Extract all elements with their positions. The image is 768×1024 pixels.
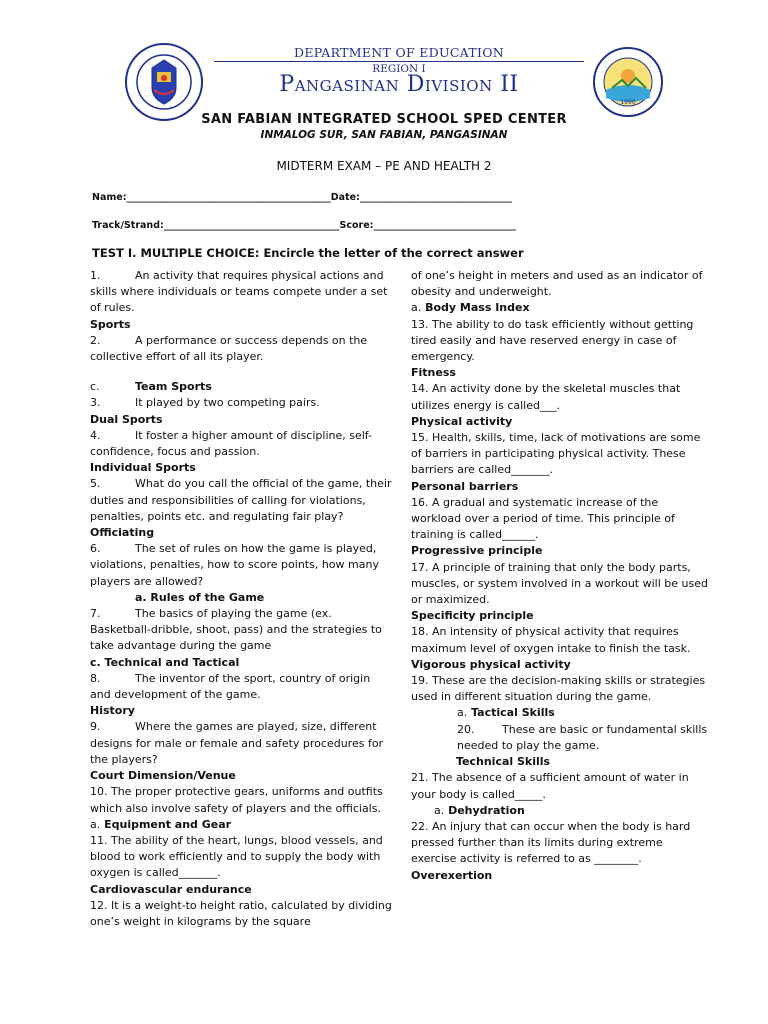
score-field[interactable]: Score:______________________________ — [339, 220, 516, 231]
answer-text: c. Technical and Tactical — [90, 655, 240, 669]
answer-text: Officiating — [90, 526, 155, 540]
question-item: 10. The proper protective gears, uniforms and outfits which also involve safety of players and the officials. — [90, 785, 383, 815]
answer-text: Individual Sports — [90, 461, 196, 475]
deped-seal-logo — [124, 42, 204, 122]
question-item: 16. A gradual and systematic increase of the workload over a period of time. This principle of training is called______. — [411, 495, 675, 542]
answer-text: Physical activity — [411, 414, 513, 428]
question-item: of one’s height in meters and used as an indicator of obesity and underweight. — [411, 269, 703, 299]
question-item: 14. An activity done by the skeletal muscles that utilizes energy is called___. — [411, 382, 681, 412]
answer-text: Fitness — [411, 366, 456, 380]
exam-title: MIDTERM EXAM – PE AND HEALTH 2 — [276, 159, 492, 173]
division-seal-logo — [592, 46, 664, 118]
question-item: 9. Where the games are played, size, different designs for male or female and safety procedures for the players? — [90, 720, 384, 766]
question-item: 12. It is a weight-to height ratio, calculated by dividing one’s weight in kilograms by the square — [90, 898, 392, 928]
question-item: 1. An activity that requires physical actions and skills where individuals or teams compete under a set of rules. — [90, 269, 388, 315]
track-score-row — [92, 220, 516, 231]
question-item: 4. It foster a higher amount of discipline, self-confidence, focus and passion. — [90, 428, 373, 459]
answer-text: Cardiovascular endurance — [90, 882, 252, 896]
question-item: 17. A principle of training that only the body parts, muscles, or system involved in a workout will be used or maximized. — [411, 560, 708, 607]
answer-text: Progressive principle — [411, 544, 543, 558]
answer-text: c. Team Sports — [90, 380, 212, 394]
question-item: 8. The inventor of the sport, country of origin and development of the game. — [90, 671, 371, 702]
question-item: 21. The absence of a sufficient amount of water in your body is called_____. — [411, 771, 689, 801]
school-name: SAN FABIAN INTEGRATED SCHOOL SPED CENTER — [201, 112, 567, 127]
question-item: 6. The set of rules on how the game is played, violations, penalties, how to score points, how many players are allowed? — [90, 542, 379, 588]
question-item: 13. The ability to do task efficiently without getting tired easily and have reserved energy in case of emergency. — [411, 317, 694, 364]
question-item: 3. It played by two competing pairs. — [90, 396, 320, 410]
question-item: 19. These are the decision-making skills or strategies used in different situation during the game. — [411, 674, 706, 704]
question-item: 7. The basics of playing the game (ex. Basketball-dribble, shoot, pass) and the strategies to take advantage during the game — [90, 607, 382, 653]
name-field[interactable]: Name:___________________________________________ — [92, 192, 331, 203]
answer-text: Overexertion — [411, 868, 493, 882]
answer-text: Personal barriers — [411, 479, 519, 493]
answer-text: Specificity principle — [411, 609, 534, 623]
question-column-left — [90, 268, 392, 930]
question-item: 15. Health, skills, time, lack of motivations are some of barriers in participating physical activity. These barriers are called_______. — [411, 431, 701, 477]
header-divider — [214, 61, 584, 62]
answer-text: Court Dimension/Venue — [90, 769, 236, 783]
department-title: DEPARTMENT OF EDUCATION — [294, 45, 504, 60]
answer-text: Vigorous physical activity — [411, 657, 571, 671]
answer-text: Sports — [90, 317, 131, 331]
region-label: REGION I — [372, 63, 426, 75]
school-address: INMALOG SUR, SAN FABIAN, PANGASINAN — [260, 129, 508, 141]
date-field[interactable]: Date:________________________________ — [330, 192, 512, 203]
answer-text: a. Dehydration — [434, 803, 525, 817]
division-seal-year: 1990 — [620, 99, 636, 106]
question-item: 5. What do you call the official of the game, their duties and responsibilities of calling for violations, penalties, points etc. and regulating fair play? — [90, 477, 392, 523]
question-column-right — [411, 268, 711, 884]
question-item: 20. These are basic or fundamental skills needed to play the game. — [457, 722, 708, 752]
answer-text: a. Tactical Skills — [457, 706, 555, 720]
question-item: 11. The ability of the heart, lungs, blood vessels, and blood to work efficiently and to supply the body with oxygen is called_______. — [90, 833, 383, 880]
answer-text: a. Body Mass Index — [411, 301, 530, 315]
question-item: 18. An intensity of physical activity that requires maximum level of oxygen intake to finish the task. — [411, 625, 691, 655]
answer-text: a. Rules of the Game — [135, 590, 265, 604]
answer-text: Technical Skills — [456, 755, 551, 769]
answer-text: Dual Sports — [90, 412, 163, 426]
name-date-row — [92, 192, 512, 203]
answer-text: History — [90, 704, 135, 718]
division-title: Pangasinan Division II — [279, 72, 519, 97]
question-item: 2. A performance or success depends on the collective effort of all its player. — [90, 333, 368, 364]
answer-text: a. Equipment and Gear — [90, 817, 232, 831]
question-item: 22. An injury that can occur when the body is hard pressed further than its limits during extreme exercise activity is referred to as ________. — [411, 819, 691, 866]
track-field[interactable]: Track/Strand:_____________________________________ — [92, 220, 340, 231]
test-instructions: TEST I. MULTIPLE CHOICE: Encircle the letter of the correct answer — [92, 246, 524, 260]
